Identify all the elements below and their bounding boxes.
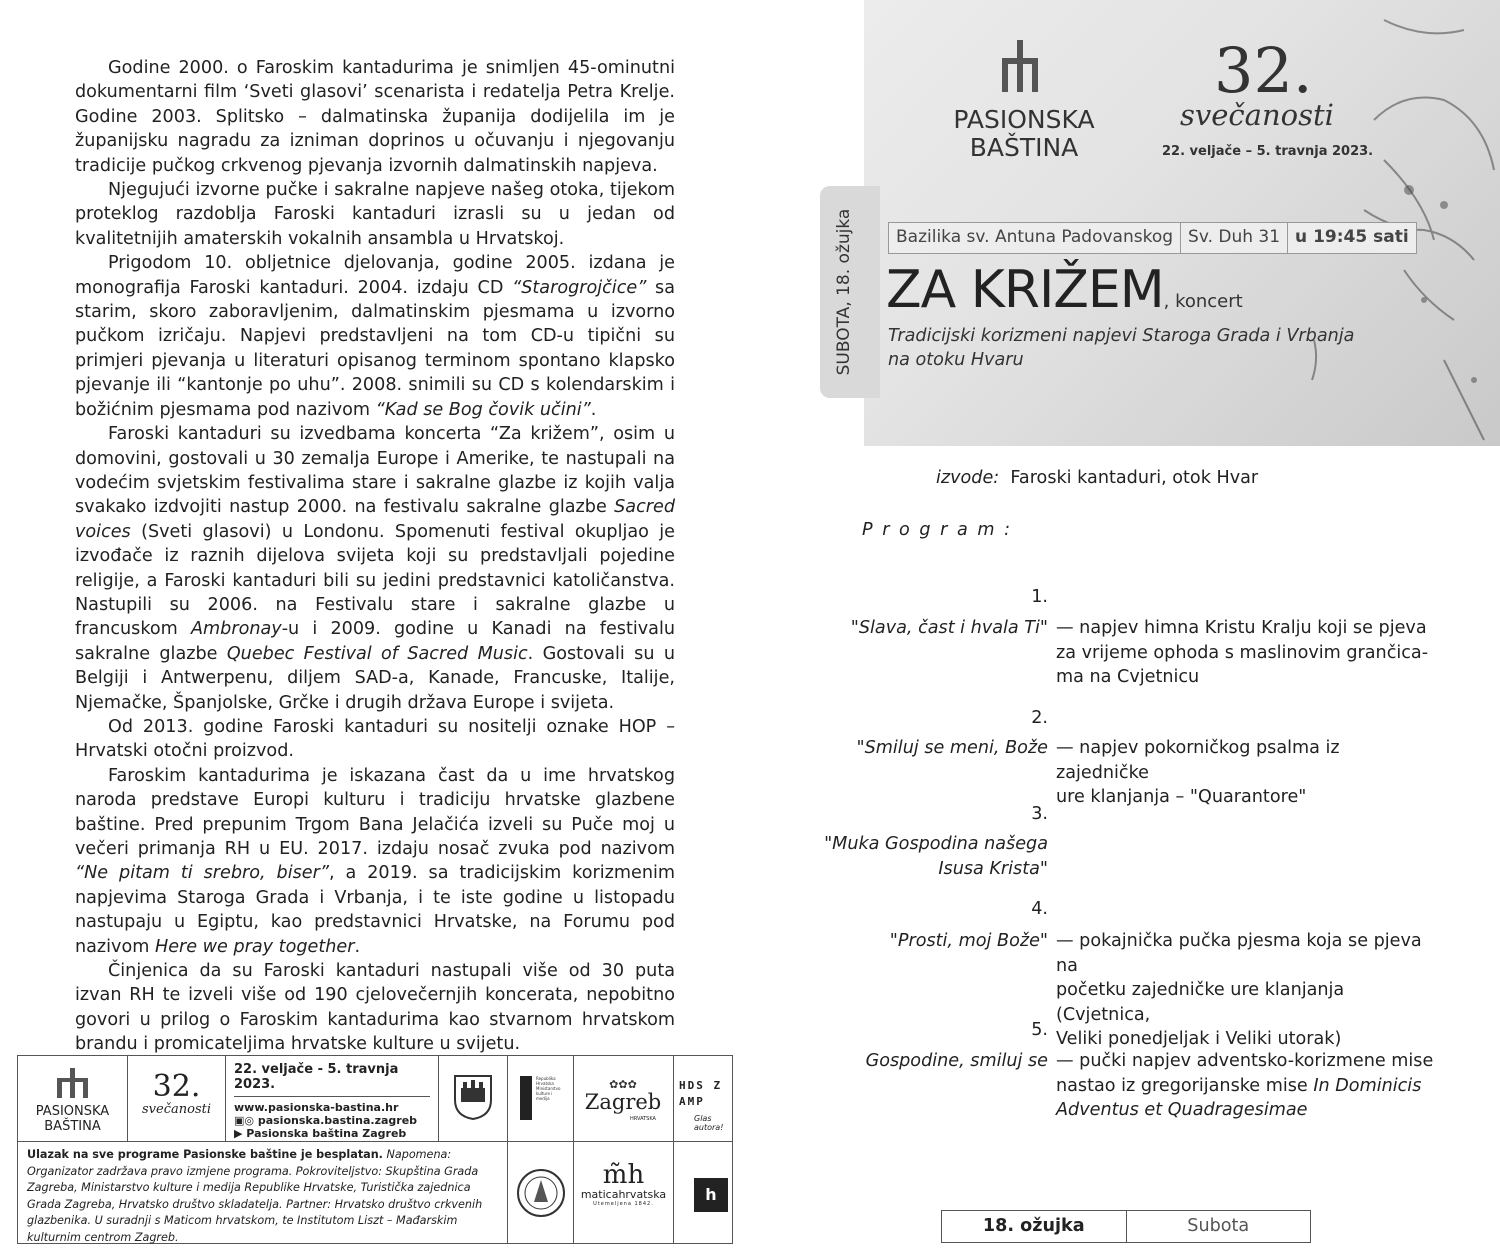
pasionska-logo: PASIONSKA BAŠTINA	[18, 1056, 128, 1142]
date-tab-label: SUBOTA, 18. ožujka	[834, 208, 854, 376]
pasionska-wordmark: PASIONSKA BAŠTINA	[953, 105, 1095, 162]
performers	[936, 468, 1258, 488]
program-title: "Muka Gospodina našega Isusa Krista"	[824, 834, 1048, 879]
venue-name: Bazilika sv. Antuna Padovanskog	[889, 223, 1181, 253]
seal-icon	[516, 1168, 566, 1218]
program-number: 4.	[1031, 899, 1048, 919]
zagreb-tourism-logo: ✿✿✿ Zagreb HRVATSKA	[574, 1056, 674, 1142]
event-type: , koncert	[1163, 291, 1243, 312]
pasionska-logo-icon	[998, 38, 1042, 98]
paragraph: Prigodom 10. obljetnice djelovanja, godine 2005. izdana je monografija Faroski kantaduri. 2004. izdaju CD “Starogrojčice” sa starim, skoro zaboravljenim, dalmatinskim pjesmama u izvorno pučkom izričaju. Napjevi predstavljeni na tom CD-u tipični su primjeri pjevanja u literaturi opisanog terminom spontano klapsko pjevanje ili “kantonje po uhu”. 2008. snimili su CD s kolendarskim i božićnim pjesmama pod nazivom “Kad se Bog čovik učini”.	[75, 253, 675, 420]
event-subtitle: Tradicijski korizmeni napjevi Staroga Grada i Vrbanja na otoku Hvaru	[888, 326, 1355, 370]
matica-hrvatska-logo: m̃h maticahrvatska Utemeljena 1842.	[574, 1142, 674, 1243]
hds-zamp-logo: HDS ZAMP Glas autora!	[674, 1056, 732, 1142]
facebook-icon: ▣◎	[234, 1114, 258, 1127]
paragraph: Njegujući izvorne pučke i sakralne napjeve našeg otoka, tijekom proteklog razdoblja Faroski kantaduri izrasli su u jedan od kvalitetnijih amaterskih vokalnih ansambla u Hrvatskoj.	[75, 180, 675, 249]
program-description: — napjev himna Kristu Kralju koji se pjeva za vrijeme ophoda s maslinovim grančica- ma na Cvjetnicu	[1056, 618, 1429, 688]
program-number: 2.	[1031, 708, 1048, 728]
program-description: — napjev pokorničkog psalma iz zajedničke ure klanjanja – "Quarantore"	[1056, 738, 1340, 808]
event-time: u 19:45 sati	[1295, 227, 1409, 247]
performers-label: izvode:	[936, 468, 1000, 488]
ministry-logo: Republika Hrvatska Ministarstvo kulture i medija	[508, 1056, 574, 1142]
liszt-icon: h	[694, 1178, 728, 1212]
matica-icon: m̃h	[602, 1160, 645, 1190]
pasionska-logo-icon	[53, 1066, 93, 1100]
footer-sponsors	[17, 1055, 733, 1244]
program-title: "Prosti, moj Bože"	[889, 931, 1048, 951]
youtube-channel[interactable]: Pasionska baština Zagreb	[246, 1127, 407, 1140]
program-title: Gospodine, smiluj se	[865, 1051, 1048, 1071]
social-handle[interactable]: pasionska.bastina.zagreb	[257, 1114, 418, 1127]
coat-of-arms-icon	[453, 1074, 493, 1120]
seal-logo	[508, 1142, 574, 1243]
zagreb-coat-of-arms	[439, 1056, 508, 1142]
program-number: 5.	[1031, 1020, 1048, 1040]
program-heading: P r o g r a m :	[862, 520, 1013, 540]
festival-info: 22. veljače - 5. travnja 2023. www.pasionska-bastina.hr ▣◎ pasionska.bastina.zagreb ▶ Pasionska baština Zagreb	[226, 1056, 439, 1142]
performers-name: Faroski kantaduri, otok Hvar	[1010, 468, 1259, 488]
program-number: 3.	[1031, 804, 1048, 824]
event-title-row	[886, 260, 1243, 320]
page-date: 18. ožujka	[942, 1211, 1127, 1242]
liszt-institute-logo	[674, 1142, 732, 1243]
paragraph: Faroski kantaduri su izvedbama koncerta “Za križem”, osim u domovini, gostovali u 30 zemalja Europe i Amerike, te nastupali na vodećim svjetskim festivalima stare i sakralne glazbe iz kojih valja svakako izdvojiti nastup 2000. na festivalu sakralne glazbe Sacred voices (Sveti glasovi) u Londonu. Spomenuti festival okupljao je izvođače iz raznih dijelova svijeta koji su predstavljali pojedine religije, a Faroski kantaduri bili su jedini predstavnici katoličanstva. Nastupili su 2006. na Festivalu stare i sakralne glazbe u francuskom Ambronay-u i 2009. godine u Kanadi na festivalu sakralne glazbe Quebec Festival of Sacred Music. Gostovali su u Belgiji i Antwerpenu, diljem SAD-a, Kanade, Francuske, Italije, Njemačke, Španjolske, Grčke i drugih država Europe i svijeta.	[75, 424, 676, 713]
event-title: ZA KRIŽEM	[886, 260, 1164, 320]
program-description: — pokajnička pučka pjesma koja se pjeva na početku zajedničke ure klanjanja (Cvjetnica, Veliki ponedjeljak i Veliki utorak)	[1056, 931, 1422, 1050]
page-date-box	[941, 1210, 1311, 1243]
venue-box	[888, 222, 1417, 254]
paragraph: Faroskim kantadurima je iskazana čast da u ime hrvatskog naroda predstave Europi kulturu i tradiciju hrvatske glazbene baštine. Pred prepunim Trgom Bana Jelačića izveli su Puče moj u večeri primanja RH u EU. 2017. izdaju nosač zvuka pod nazivom “Ne pitam ti srebro, biser”, a 2019. sa tradicijskim korizmenim napjevima Staroga Grada i Vrbanja, i te iste godine u listopadu nastupaju u Egiptu, kao predstavnici Hrvatske, na Forumu pod nazivom Here we pray together.	[75, 765, 675, 957]
program-description: — pučki napjev adventsko-korizmene mise nastao iz gregorijanske mise In Dominicis Adventus et Quadragesimae	[1056, 1051, 1434, 1121]
program-title: "Slava, čast i hvala Ti"	[850, 618, 1048, 638]
program-title: "Smiluj se meni, Bože	[856, 738, 1048, 758]
paragraph: Od 2013. godine Faroski kantaduri su nositelji oznake HOP – Hrvatski otočni proizvod.	[75, 716, 675, 762]
venue-address: Sv. Duh 31	[1181, 223, 1288, 253]
edition-number: 32. svečanosti	[128, 1056, 226, 1142]
paragraph: Činjenica da su Faroski kantaduri nastupali više od 30 puta izvan RH te izveli više od 190 cjelovečernjih koncerata, nepobitno govori u prilog o Faroskim kantadurima kao stvarnom hrvatskom brandu i promicateljima hrvatske kulture u svijetu.	[75, 961, 675, 1055]
festival-dates: 22. veljače – 5. travnja 2023.	[1162, 144, 1374, 159]
youtube-icon: ▶	[234, 1127, 247, 1140]
website-link[interactable]: www.pasionska-bastina.hr	[234, 1101, 399, 1114]
footer-note: Ulazak na sve programe Pasionske baštine je besplatan. Napomena: Organizator zadržava pravo izmjene programa. Pokroviteljstvo: Skupština Grada Zagreba, Ministarstvo kulture i medija Republike Hrvatske, Turistička zajednica Grada Zagreba, Hrvatsko društvo skladatelja. Partner: Hrvatsko društvo crkvenih glazbenika. U suradnji s Maticom hrvatskom, te Institutom Liszt – Mađarskim kulturnim centrom Zagreb.	[18, 1142, 508, 1243]
edition-label: svečanosti	[1180, 98, 1334, 132]
paragraph: Godine 2000. o Faroskim kantadurima je snimljen 45-ominutni dokumentarni film ‘Sveti glasovi’ scenarista i redatelja Petra Krelje. Godine 2003. Splitsko – dalmatinska županija dodijelila im je županijsku nagradu za izniman doprinos u očuvanju i njegovanju tradicije pučkog crkvenog pjevanja izvornih dalmatinskih napjeva.	[75, 58, 675, 176]
page-day: Subota	[1187, 1216, 1250, 1236]
edition-number: 32.	[1214, 34, 1313, 107]
program-number: 1.	[1031, 587, 1048, 607]
